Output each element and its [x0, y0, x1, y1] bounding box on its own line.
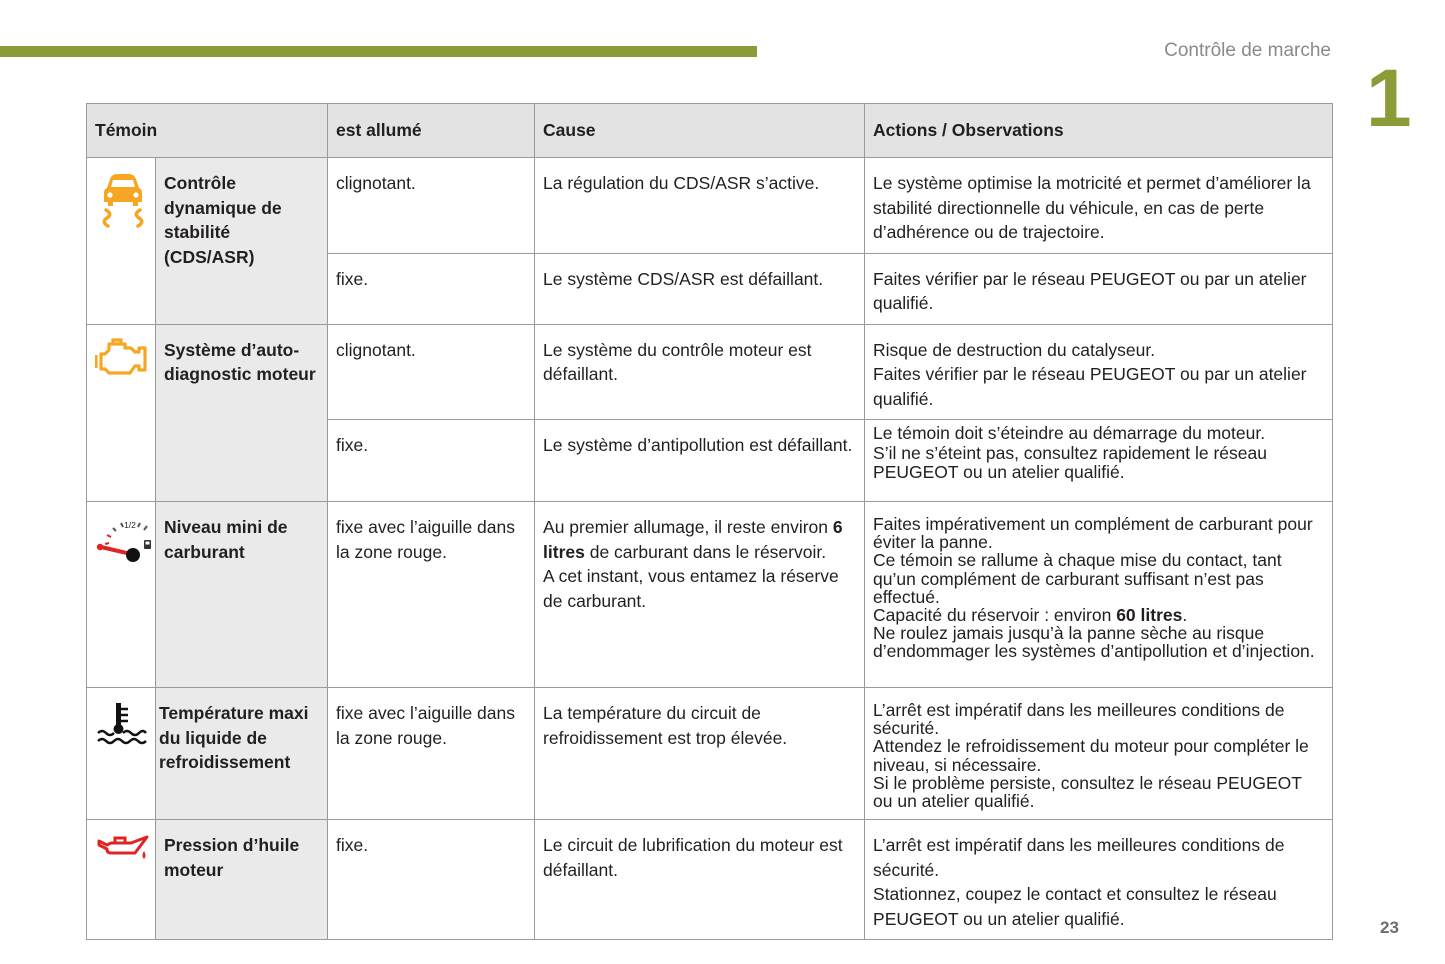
action-text: Faites impérativement un complément de carburant pour éviter la panne. — [873, 514, 1313, 553]
indicator-icon-cell — [87, 502, 156, 688]
table-row — [87, 688, 1333, 820]
action-text: L’arrêt est impératif dans les meilleures conditions de sécurité. — [873, 700, 1285, 739]
accent-bar — [0, 46, 757, 57]
actions-cell — [865, 820, 1333, 940]
state-cell: fixe avec l’aiguille dans la zone rouge. — [328, 502, 535, 688]
table-row — [87, 502, 1333, 688]
action-text: Si le problème persiste, consultez le réseau PEUGEOT ou un atelier qualifié. — [873, 772, 1302, 812]
tank-capacity: 60 litres — [1116, 605, 1183, 626]
fuel-gauge-icon — [95, 515, 157, 563]
chapter-number: 1 — [1366, 53, 1412, 144]
state-cell: fixe. — [328, 253, 535, 324]
action-text: Ne roulez jamais jusqu’à la panne sèche au risque d’endommager les systèmes d’antipollution et d’injection. — [873, 623, 1315, 662]
page-number: 23 — [1380, 918, 1399, 937]
table-header-row — [87, 104, 1333, 158]
action-text: Le témoin doit s’éteindre au démarrage du moteur. — [873, 423, 1266, 443]
indicator-name: Contrôle dynamique de stabilité (CDS/ASR) — [156, 158, 328, 325]
actions-cell — [865, 688, 1333, 820]
indicator-icon-cell — [87, 324, 156, 502]
action-text: Faites vérifier par le réseau PEUGEOT ou par un atelier qualifié. — [873, 364, 1307, 409]
skid-car-icon — [95, 171, 151, 231]
gauge-half-label: 1/2 — [124, 520, 136, 530]
actions-cell — [865, 253, 1333, 324]
state-cell: clignotant. — [328, 158, 535, 254]
action-text: Capacité du réservoir : environ 60 litres. — [873, 605, 1188, 626]
action-text: Attendez le refroidissement du moteur pour compléter le niveau, si nécessaire. — [873, 736, 1309, 775]
indicator-icon-cell — [87, 158, 156, 325]
cause-cell: Le circuit de lubrification du moteur est défaillant. — [535, 820, 865, 940]
cause-cell: Le système d’antipollution est défaillant. — [535, 420, 865, 502]
state-cell: fixe. — [328, 420, 535, 502]
column-header-indicator: Témoin — [87, 104, 328, 158]
coolant-temperature-icon — [95, 701, 149, 745]
action-text: Le système optimise la motricité et permet d’améliorer la stabilité directionnelle du véhicule, en cas de perte d’adhérence ou de trajectoire. — [873, 173, 1311, 242]
indicator-name: Système d’auto-diagnostic moteur — [156, 324, 328, 502]
cause-cell: La température du circuit de refroidissement est trop élevée. — [535, 688, 865, 820]
action-text: Stationnez, coupez le contact et consultez le réseau PEUGEOT ou un atelier qualifié. — [873, 884, 1277, 929]
column-header-cause: Cause — [535, 104, 865, 158]
table-row — [87, 820, 1333, 940]
action-text: Faites vérifier par le réseau PEUGEOT ou par un atelier qualifié. — [873, 268, 1307, 313]
state-cell: fixe. — [328, 820, 535, 940]
actions-cell — [865, 420, 1333, 502]
actions-cell — [865, 324, 1333, 420]
indicator-name: Niveau mini de carburant — [156, 502, 328, 688]
cause-cell: Le système CDS/ASR est défaillant. — [535, 253, 865, 324]
cause-cell: La régulation du CDS/ASR s’active. — [535, 158, 865, 254]
engine-icon — [95, 338, 151, 378]
action-text: Risque de destruction du catalyseur. — [873, 339, 1156, 360]
indicator-icon-cell — [87, 820, 156, 940]
indicator-name: Pression d’huile moteur — [156, 820, 328, 940]
state-cell: clignotant. — [328, 324, 535, 420]
table-row — [87, 158, 1333, 254]
cause-cell: Au premier allumage, il reste environ 6 litres de carburant dans le réservoir. A cet instant, vous entamez la réserve de carburant. — [535, 502, 865, 688]
column-header-state: est allumé — [328, 104, 535, 158]
oil-can-icon — [95, 833, 151, 865]
actions-cell — [865, 502, 1333, 688]
cause-extra: A cet instant, vous entamez la réserve de carburant. — [543, 566, 839, 611]
action-text: L’arrêt est impératif dans les meilleures conditions de sécurité. — [873, 835, 1285, 880]
warning-lights-table — [86, 103, 1333, 940]
action-text: Ce témoin se rallume à chaque mise du contact, tant qu’un complément de carburant suffisant n’est pas effectué. — [873, 550, 1282, 607]
column-header-actions: Actions / Observations — [865, 104, 1333, 158]
section-title: Contrôle de marche — [1164, 40, 1331, 61]
indicator-name: Température maxi du liquide de refroidissement — [156, 688, 328, 820]
actions-cell — [865, 158, 1333, 254]
cause-cell: Le système du contrôle moteur est défaillant. — [535, 324, 865, 420]
table-row — [87, 324, 1333, 420]
fuel-remaining: 6 litres — [543, 517, 843, 562]
state-cell: fixe avec l’aiguille dans la zone rouge. — [328, 688, 535, 820]
indicator-icon-cell — [87, 688, 156, 820]
action-text: S’il ne s’éteint pas, consultez rapidement le réseau PEUGEOT ou un atelier qualifié. — [873, 442, 1267, 482]
